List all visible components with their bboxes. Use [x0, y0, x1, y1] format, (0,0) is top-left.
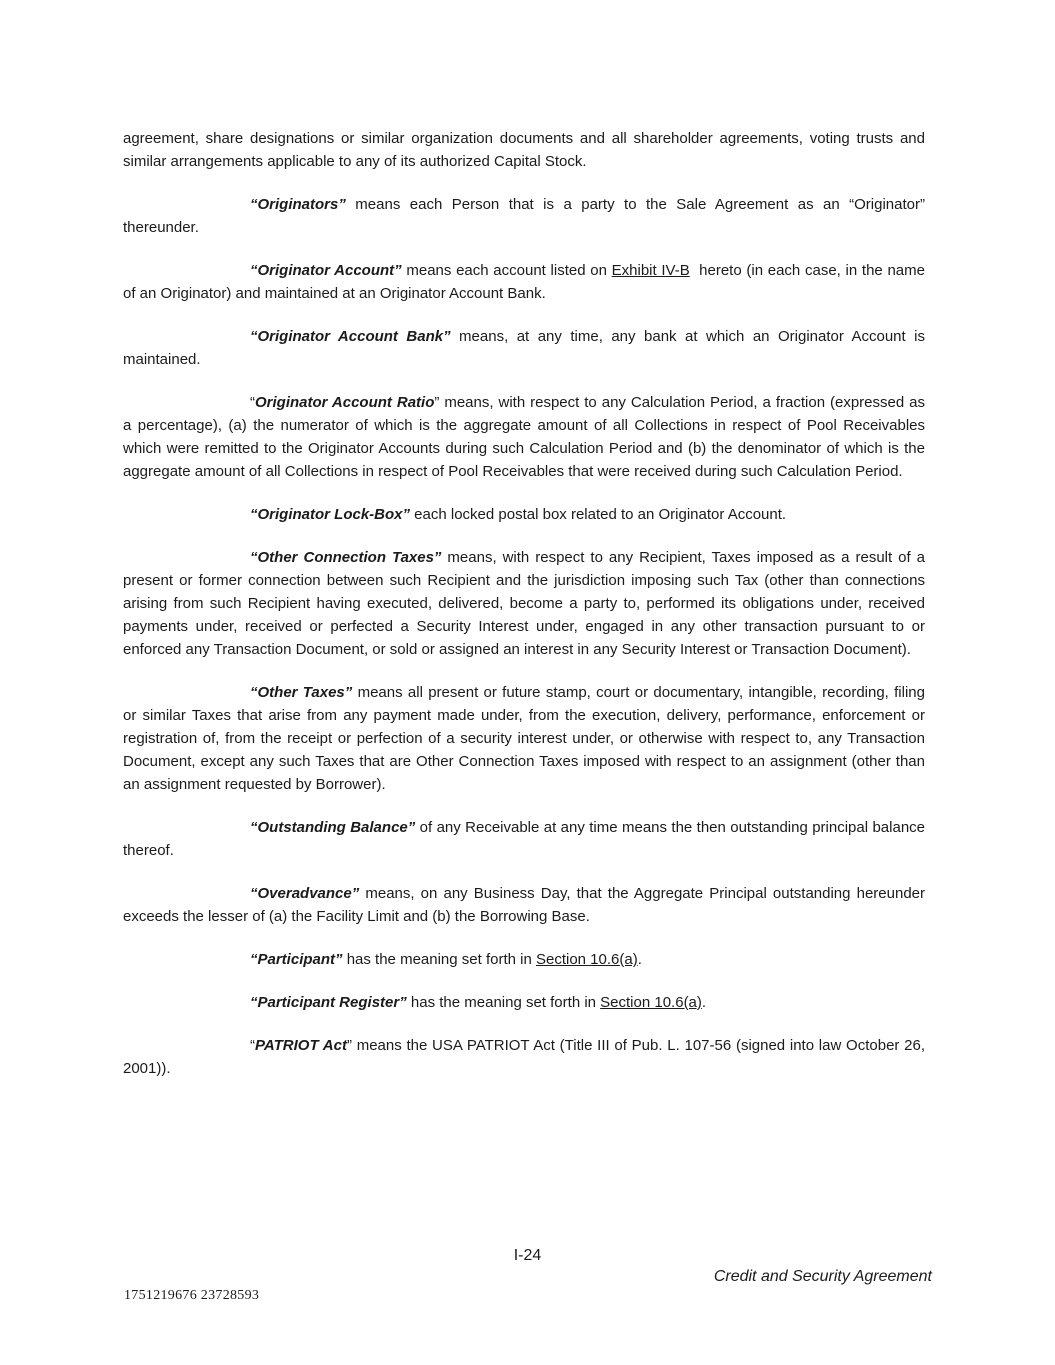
- defined-term: “Originators”: [250, 196, 346, 213]
- body-text: means each account listed on: [401, 262, 612, 279]
- defined-term: “Participant”: [250, 951, 343, 968]
- definition-originator-lock-box: [123, 503, 925, 526]
- defined-term: “Overadvance”: [250, 885, 360, 902]
- body-text: means, with respect to any Recipient, Taxes imposed as a result of a present or former connection between such Recipient and the jurisdiction imposing such Tax (other than connections arising from such Recipient having executed, delivered, become a party to, performed its obligations under, received payments under, received or perfected a Security Interest under, engaged in any other transaction pursuant to or enforced any Transaction Document, or sold or assigned an interest in any Security Interest or Transaction Document).: [123, 549, 925, 658]
- definition-outstanding-balance: [123, 816, 925, 862]
- body-text: means, on any Business Day, that the Aggregate Principal outstanding hereunder exceeds the lesser of (a) the Facility Limit and (b) the Borrowing Base.: [123, 885, 925, 925]
- body-text: of any Receivable at any time means the then outstanding principal balance thereof.: [123, 819, 926, 859]
- document-body: [123, 127, 925, 1100]
- definition-originators: [123, 193, 925, 239]
- body-text: .: [637, 951, 642, 968]
- definition-other-connection-taxes: [123, 546, 925, 661]
- definition-patriot-act: [123, 1034, 925, 1080]
- body-text: means all present or future stamp, court or documentary, intangible, recording, filing or similar Taxes that arise from any payment made under, from the execution, delivery, performance, enforcement or registration of, from the receipt or perfection of a security interest under, or otherwise with respect to, any Transaction Document, except any such Taxes that are Other Connection Taxes imposed with respect to an assignment (other than an assignment requested by Borrower).: [123, 684, 925, 793]
- cross-reference-link[interactable]: Section 10.6(a): [535, 951, 638, 968]
- body-text: has the meaning set forth in: [342, 951, 536, 968]
- definition-originator-account: [123, 259, 925, 305]
- document-footer-title: Credit and Security Agreement: [713, 1268, 932, 1285]
- defined-term: “Participant Register”: [250, 994, 407, 1011]
- cross-reference-link[interactable]: Exhibit IV-B: [611, 262, 690, 279]
- paragraph-continuation: [123, 127, 925, 173]
- definition-participant-register: [123, 991, 925, 1014]
- defined-term: PATRIOT Act: [255, 1037, 347, 1054]
- defined-term: “Originator Lock-Box”: [250, 506, 411, 523]
- cross-reference-link[interactable]: Section 10.6(a): [600, 994, 702, 1011]
- document-control-number: 1751219676 23728593: [124, 1288, 260, 1303]
- body-text: ” means the USA PATRIOT Act (Title III of Pub. L. 107-56 (signed into law October 26, 2001)).: [123, 1037, 926, 1077]
- defined-term: “Other Connection Taxes”: [250, 549, 442, 566]
- defined-term: “Other Taxes”: [250, 684, 353, 701]
- body-text: has the meaning set forth in: [406, 994, 601, 1011]
- page-number: I-24: [513, 1247, 542, 1264]
- definition-overadvance: [123, 882, 925, 928]
- defined-term: “Originator Account Bank”: [250, 328, 451, 345]
- defined-term: “Outstanding Balance”: [250, 819, 416, 836]
- body-text: each locked postal box related to an Originator Account.: [410, 506, 787, 523]
- definition-participant: [123, 948, 925, 971]
- definition-other-taxes: [123, 681, 925, 796]
- definition-originator-account-bank: [123, 325, 925, 371]
- defined-term: Originator Account Ratio: [255, 394, 435, 411]
- defined-term: “Originator Account”: [250, 262, 402, 279]
- body-text: ” means, with respect to any Calculation Period, a fraction (expressed as a percentage), (a) the numerator of which is the aggregate amount of all Collections in respect of Pool Receivables which were remitted to the Originator Accounts during such Calculation Period and (b) the denominator of which is the aggregate amount of all Collections in respect of Pool Receivables that were received during such Calculation Period.: [123, 394, 925, 480]
- body-text: .: [701, 994, 707, 1011]
- body-text: “: [250, 1037, 255, 1054]
- body-text: means, at any time, any bank at which an Originator Account is maintained.: [123, 328, 925, 368]
- body-text: hereto (in each case, in the name of an Originator) and maintained at an Originator Account Bank.: [123, 262, 925, 302]
- body-text: “: [250, 394, 255, 411]
- body-text: means each Person that is a party to the Sale Agreement as an “Originator” thereunder.: [123, 196, 925, 236]
- body-text: agreement, share designations or similar organization documents and all shareholder agreements, voting trusts and similar arrangements applicable to any of its authorized Capital Stock.: [123, 130, 925, 170]
- definition-originator-account-ratio: [123, 391, 925, 483]
